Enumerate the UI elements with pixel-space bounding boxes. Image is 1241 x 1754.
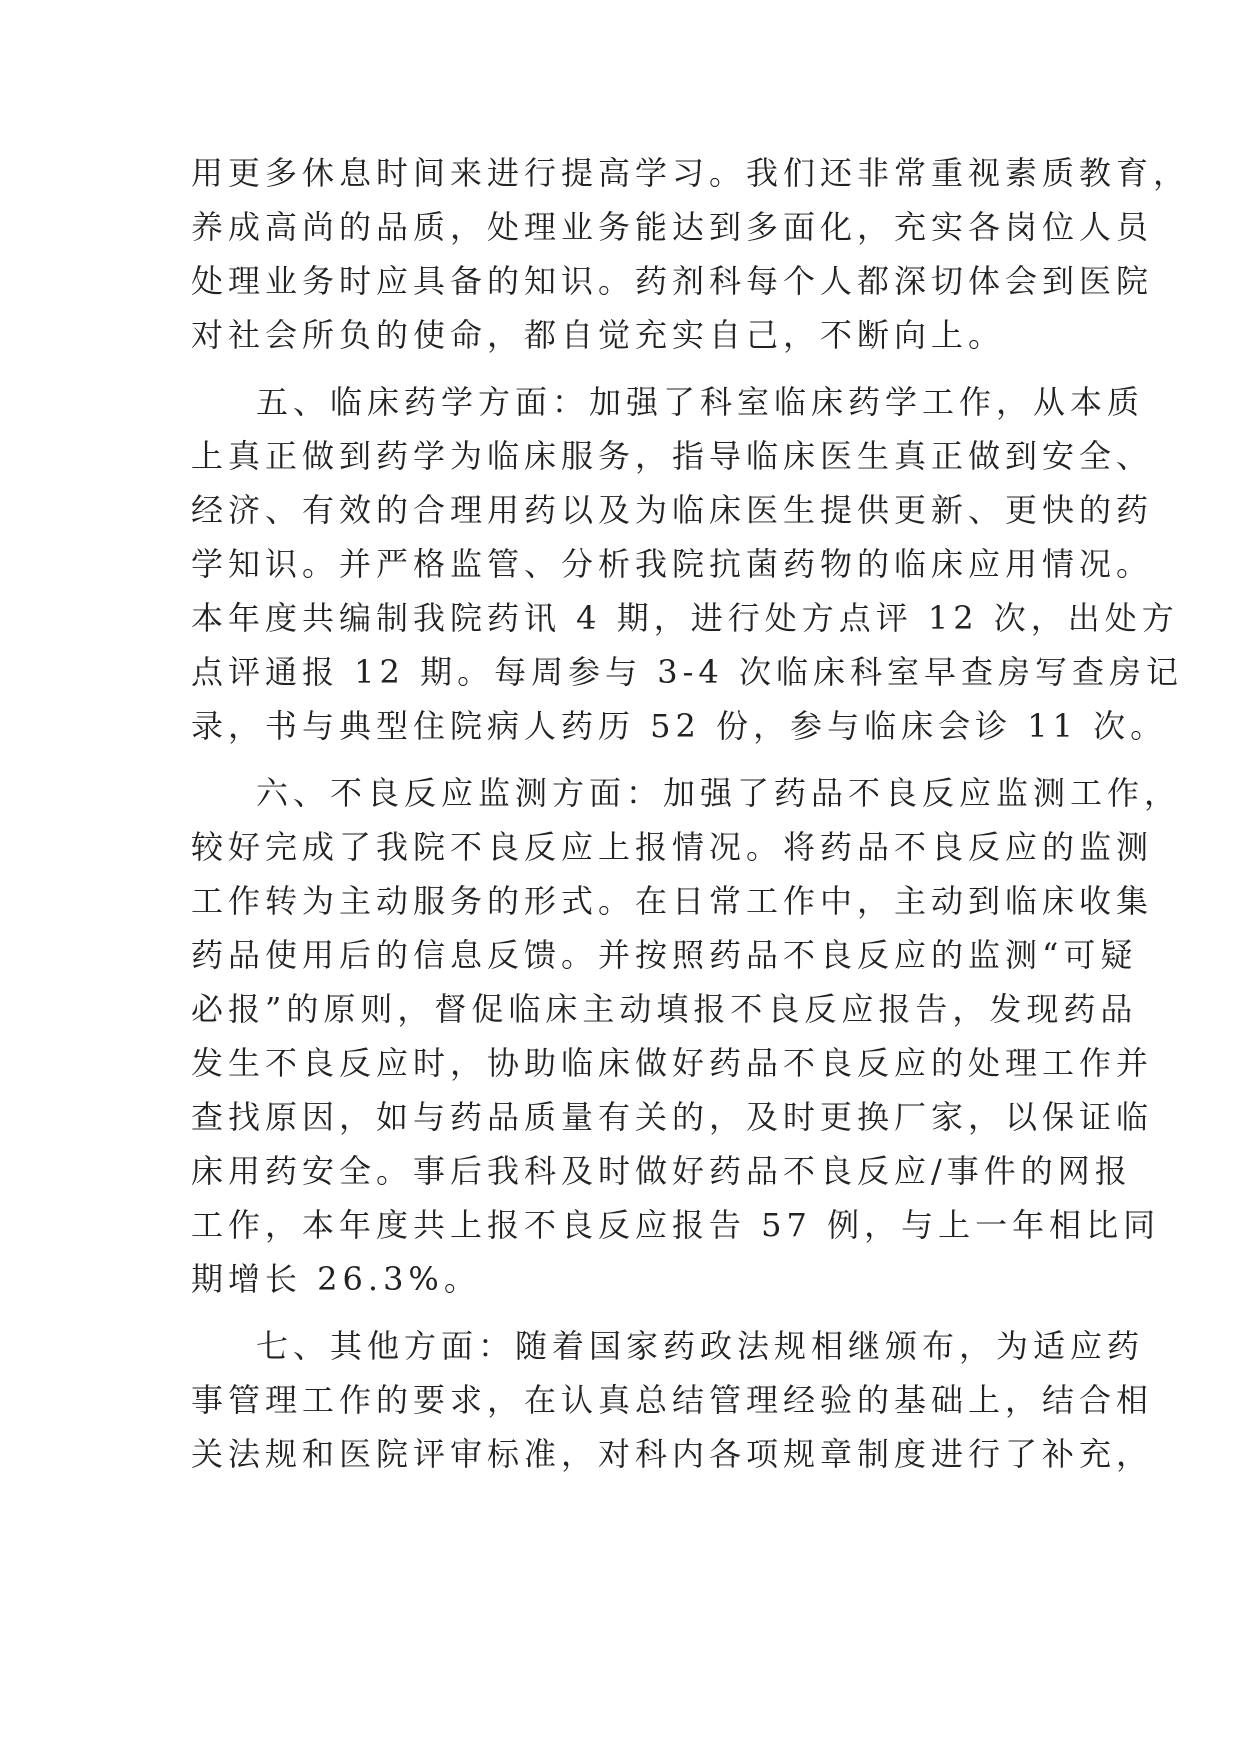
section-seven-heading-line: 七、其他方面：随着国家药政法规相继颁布，为适应药 — [256, 1327, 1145, 1365]
text-line: 上真正做到药学为临床服务，指导临床医生真正做到安全、 — [191, 437, 1154, 475]
text-line: 养成高尚的品质，处理业务能达到多面化，充实各岗位人员 — [191, 208, 1154, 246]
text-line: 关法规和医院评审标准，对科内各项规章制度进行了补充， — [191, 1435, 1154, 1473]
text-line: 学知识。并严格监管、分析我院抗菌药物的临床应用情况。 — [191, 545, 1154, 583]
text-line: 发生不良反应时，协助临床做好药品不良反应的处理工作并 — [191, 1044, 1154, 1082]
text-line: 录，书与典型住院病人药历 52 份，参与临床会诊 11 次。 — [191, 707, 1168, 745]
text-line: 本年度共编制我院药讯 4 期，进行处方点评 12 次，出处方 — [191, 599, 1179, 637]
text-line: 用更多休息时间来进行提高学习。我们还非常重视素质教育， — [191, 154, 1191, 192]
text-line: 查找原因，如与药品质量有关的，及时更换厂家，以保证临 — [191, 1098, 1154, 1136]
text-line: 经济、有效的合理用药以及为临床医生提供更新、更快的药 — [191, 491, 1154, 529]
text-line: 药品使用后的信息反馈。并按照药品不良反应的监测“可疑 — [191, 936, 1138, 974]
text-line: 床用药安全。事后我科及时做好药品不良反应/事件的网报 — [191, 1152, 1132, 1190]
text-line: 对社会所负的使命，都自觉充实自己，不断向上。 — [191, 316, 1006, 354]
text-line: 必报”的原则，督促临床主动填报不良反应报告，发现药品 — [191, 990, 1138, 1028]
text-line: 点评通报 12 期。每周参与 3-4 次临床科室早查房写查房记 — [191, 653, 1183, 691]
section-six-heading-line: 六、不良反应监测方面：加强了药品不良反应监测工作， — [256, 774, 1182, 812]
text-line: 处理业务时应具备的知识。药剂科每个人都深切体会到医院 — [191, 262, 1154, 300]
text-line: 事管理工作的要求，在认真总结管理经验的基础上，结合相 — [191, 1381, 1154, 1419]
text-line: 期增长 26.3%。 — [191, 1260, 481, 1298]
text-line: 工作转为主动服务的形式。在日常工作中，主动到临床收集 — [191, 882, 1154, 920]
section-five-heading-line: 五、临床药学方面：加强了科室临床药学工作，从本质 — [256, 383, 1145, 421]
text-line: 工作，本年度共上报不良反应报告 57 例，与上一年相比同 — [191, 1206, 1161, 1244]
text-line: 较好完成了我院不良反应上报情况。将药品不良反应的监测 — [191, 828, 1154, 866]
